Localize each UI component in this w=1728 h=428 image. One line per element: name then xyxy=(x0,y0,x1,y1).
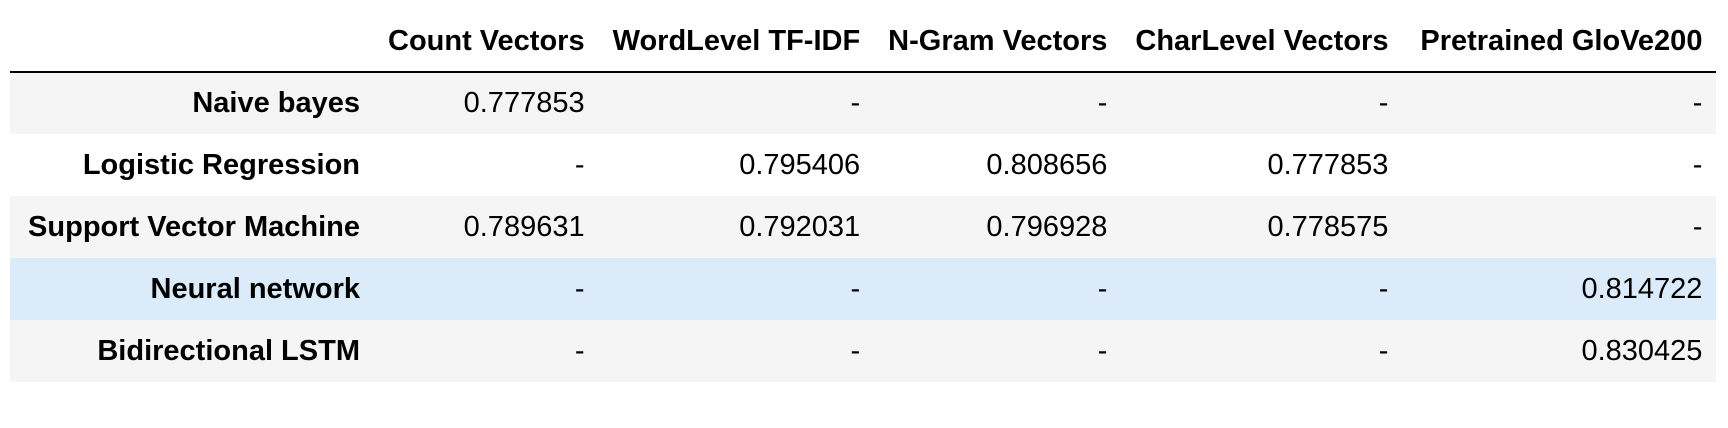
table-cell: - xyxy=(1378,334,1389,367)
table-row xyxy=(10,320,1716,382)
row-label: Logistic Regression xyxy=(82,148,360,181)
table-body xyxy=(10,72,1716,382)
table-cell: 0.795406 xyxy=(739,148,861,181)
row-label: Bidirectional LSTM xyxy=(97,334,360,367)
row-label: Neural network xyxy=(150,272,360,305)
table-cell: 0.796928 xyxy=(986,210,1108,243)
table-row xyxy=(10,196,1716,258)
table-cell: 0.808656 xyxy=(986,148,1108,181)
table-cell: 0.778575 xyxy=(1267,210,1389,243)
results-table xyxy=(10,12,1716,382)
table-cell: 0.830425 xyxy=(1581,334,1703,367)
table-cell: - xyxy=(1097,272,1108,305)
header-charlevel-vectors: CharLevel Vectors xyxy=(1121,12,1402,72)
table-cell: - xyxy=(574,148,585,181)
table-cell: - xyxy=(1378,87,1389,119)
header-pretrained-glove200: Pretrained GloVe200 xyxy=(1402,12,1716,72)
header-count-vectors: Count Vectors xyxy=(374,12,599,72)
table-cell: 0.814722 xyxy=(1581,272,1703,305)
table-row-highlighted xyxy=(10,258,1716,320)
table-cell: - xyxy=(1097,87,1108,119)
header-wordlevel-tfidf: WordLevel TF-IDF xyxy=(599,12,875,72)
table-cell: - xyxy=(1378,272,1389,305)
header-row xyxy=(10,12,1716,72)
table-row xyxy=(10,72,1716,134)
table-cell: 0.792031 xyxy=(739,210,861,243)
row-label: Support Vector Machine xyxy=(28,210,360,243)
header-ngram-vectors: N-Gram Vectors xyxy=(874,12,1121,72)
table-cell: - xyxy=(1097,334,1108,367)
table-cell: - xyxy=(574,334,585,367)
table-cell: - xyxy=(574,272,585,305)
table-cell: 0.777853 xyxy=(463,87,585,119)
table-cell: - xyxy=(1692,210,1703,243)
table-cell: 0.777853 xyxy=(1267,148,1389,181)
table-cell: 0.789631 xyxy=(463,210,585,243)
table-cell: - xyxy=(1692,148,1703,181)
table-cell: - xyxy=(850,87,861,119)
table-cell: - xyxy=(850,334,861,367)
table-row xyxy=(10,134,1716,196)
table-header xyxy=(10,12,1716,72)
table-cell: - xyxy=(850,272,861,305)
header-index-cell xyxy=(10,12,374,72)
row-label: Naive bayes xyxy=(192,87,360,119)
table-cell: - xyxy=(1692,87,1703,119)
